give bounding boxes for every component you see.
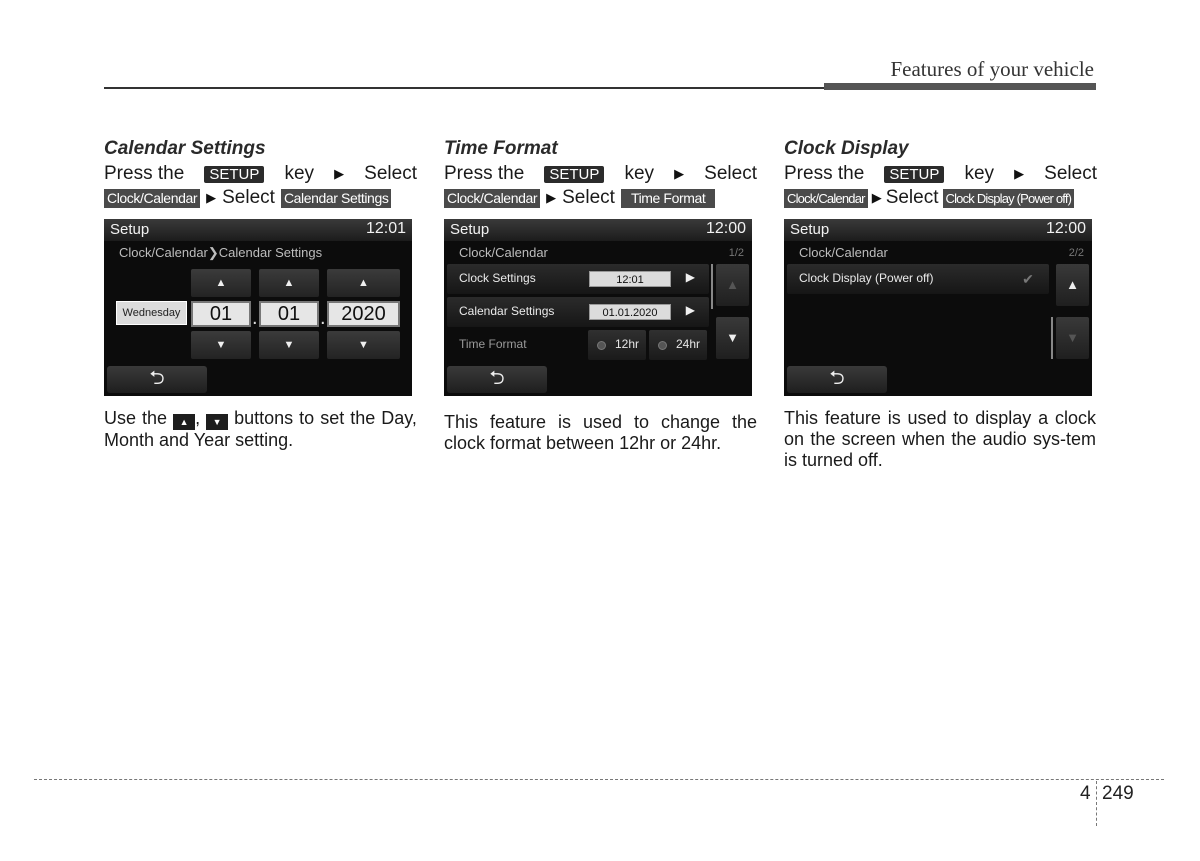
screen-breadcrumb: Clock/Calendar❯Calendar Settings [119,245,323,260]
up-arrow-icon: ▲ [173,414,195,430]
month-value[interactable]: 01 [259,301,319,327]
radio-icon [597,341,606,350]
clock-display-power-off-row[interactable] [787,264,1049,294]
page-number: 249 [1102,783,1134,804]
down-arrow-icon: ▼ [206,414,228,430]
page-header-title: Features of your vehicle [890,57,1094,81]
description-text: Use the [104,408,168,428]
radio-icon [658,341,667,350]
section-heading: Calendar Settings [104,138,266,159]
target-key-label: Calendar Settings [281,189,392,208]
year-up-button[interactable]: ▲ [327,269,400,297]
instruction-text: key [964,163,995,184]
screen-clock: 12:00 [705,220,746,237]
screen-title: Setup [110,221,150,238]
clock-display-screen [784,219,1092,396]
section-description: This feature is used to display a clock on the screen when the audio sys-tem is turned off. [784,408,1096,470]
section-heading: Time Format [444,138,558,159]
date-separator: . [252,307,258,329]
weekday-display: Wednesday [116,301,187,325]
back-button[interactable]: ⮌ [447,366,547,393]
menu-key-label: Clock/Calendar [444,189,540,208]
day-down-button[interactable]: ▼ [191,331,251,359]
row-label: Calendar Settings [459,304,555,318]
back-button[interactable]: ⮌ [107,366,207,393]
instruction-text: Select [885,187,939,208]
setup-key-label: SETUP [884,166,944,183]
row-label: Clock Settings [459,271,536,285]
target-key-label: Time Format [621,189,715,208]
instruction-text: Press the [104,163,185,184]
section-description [104,408,417,451]
month-up-button[interactable]: ▲ [259,269,319,297]
chevron-right-icon: ▶ [685,270,695,284]
row-label: Time Format [459,337,527,351]
radio-label: 24hr [676,337,701,351]
year-value[interactable]: 2020 [327,301,400,327]
screen-title: Setup [450,221,490,238]
radio-label: 12hr [615,337,640,351]
section-calendar-settings [104,138,417,209]
scroll-up-button[interactable]: ▲ [716,264,749,306]
scrollbar-thumb[interactable] [1051,317,1053,359]
section-description: This feature is used to change the clock format between 12hr or 24hr. [444,412,757,453]
scroll-up-button[interactable]: ▲ [1056,264,1089,306]
day-value[interactable]: 01 [191,301,251,327]
instruction-text: Select [704,163,757,184]
section-heading: Clock Display [784,138,909,159]
screen-clock: 12:01 [365,220,406,237]
chevron-right-icon: ▶ [685,303,695,317]
target-key-label: Clock Display (Power off) [943,189,1075,208]
chapter-number: 4 [1080,783,1091,804]
screen-breadcrumb: Clock/Calendar [799,245,888,260]
instruction-text: Press the [444,163,525,184]
instruction-text: key [284,163,315,184]
calendar-settings-row[interactable] [447,297,709,327]
clock-value: 12:01 [589,271,671,287]
footer-divider [1096,781,1097,826]
instruction-text: Select [222,187,275,208]
format-12hr-radio[interactable] [588,330,646,360]
screen-breadcrumb: Clock/Calendar [459,245,548,260]
instruction-text: key [624,163,655,184]
screen-title: Setup [790,221,830,238]
page-indicator: 2/2 [1068,247,1084,259]
setup-key-label: SETUP [204,166,264,183]
calendar-settings-screen [104,219,412,396]
triangle-right-icon: ▶ [871,190,882,205]
instruction-text: Select [1044,163,1097,184]
instruction-text: Select [364,163,417,184]
triangle-right-icon: ▶ [334,166,345,181]
instruction-text: Select [562,187,615,208]
triangle-right-icon: ▶ [546,190,557,205]
scroll-down-button[interactable]: ▼ [1056,317,1089,359]
triangle-right-icon: ▶ [1014,166,1025,181]
section-clock-display [784,138,1097,209]
day-up-button[interactable]: ▲ [191,269,251,297]
header-rule-accent [824,83,1096,90]
scroll-down-button[interactable]: ▼ [716,317,749,359]
format-24hr-radio[interactable] [649,330,707,360]
menu-key-label: Clock/Calendar [104,189,200,208]
setup-key-label: SETUP [544,166,604,183]
scrollbar-thumb[interactable] [711,264,713,309]
time-format-screen [444,219,752,396]
triangle-right-icon: ▶ [674,166,685,181]
checkbox-check-icon[interactable]: ✔ [1022,271,1034,287]
time-format-row [447,330,709,360]
triangle-right-icon: ▶ [206,190,217,205]
description-text: buttons to set the Day, Month and Year setting. [104,408,417,450]
row-label: Clock Display (Power off) [799,271,934,285]
footer-rule [34,779,1164,780]
description-text: , [195,408,201,428]
screen-clock: 12:00 [1045,220,1086,237]
date-separator: . [320,307,326,329]
menu-key-label: Clock/Calendar [784,189,868,208]
page-indicator: 1/2 [728,247,744,259]
section-time-format [444,138,757,209]
month-down-button[interactable]: ▼ [259,331,319,359]
year-down-button[interactable]: ▼ [327,331,400,359]
date-value: 01.01.2020 [589,304,671,320]
instruction-text: Press the [784,163,865,184]
back-button[interactable]: ⮌ [787,366,887,393]
clock-settings-row[interactable] [447,264,709,294]
